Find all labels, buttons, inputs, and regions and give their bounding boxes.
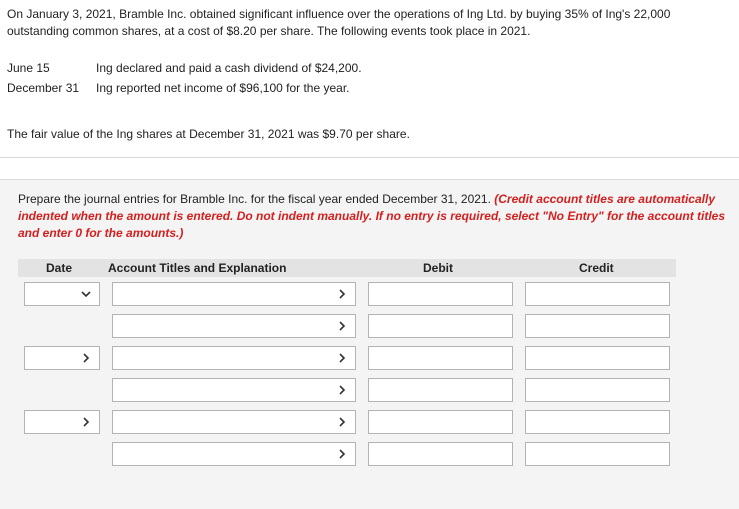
instructions-text: Prepare the journal entries for Bramble Inc. for the fiscal year ended December 31, 2021. [18,192,495,206]
chevron-right-icon [80,416,92,428]
account-select[interactable] [112,410,356,434]
account-select[interactable] [112,442,356,466]
debit-input[interactable] [368,282,513,306]
chevron-right-icon [80,352,92,364]
header-account: Account Titles and Explanation [108,261,287,275]
account-select[interactable] [112,378,356,402]
credit-input[interactable] [525,378,670,402]
debit-input[interactable] [368,410,513,434]
event-date: December 31 [7,81,80,95]
problem-intro: On January 3, 2021, Bramble Inc. obtained significant influence over the operations of Ing Ltd. by buying 35% of Ing's 22,000 outstanding common shares, at a cost of $8.20 per share. The following events took place in 2021. [7,7,671,38]
date-select[interactable] [24,410,100,434]
instructions [18,191,728,242]
date-select[interactable] [24,346,100,370]
debit-input[interactable] [368,378,513,402]
header-date: Date [46,261,73,275]
credit-input[interactable] [525,442,670,466]
divider [0,157,739,158]
chevron-right-icon [336,288,348,300]
credit-input[interactable] [525,346,670,370]
event-date: June 15 [7,61,50,75]
credit-input[interactable] [525,314,670,338]
chevron-right-icon [336,448,348,460]
credit-input[interactable] [525,282,670,306]
journal-table-header [18,259,676,277]
instructions-note: (Credit account titles are automatically indented when the amount is entered. Do not indent manually. If no entry is required, select "No Entry" for the account titles and enter 0 for the amounts.) [18,192,726,240]
date-select[interactable] [24,282,100,306]
debit-input[interactable] [368,442,513,466]
chevron-right-icon [336,416,348,428]
event-text: Ing declared and paid a cash dividend of $24,200. [96,61,362,75]
chevron-right-icon [336,320,348,332]
account-select[interactable] [112,346,356,370]
chevron-right-icon [336,352,348,364]
chevron-down-icon [80,288,92,300]
debit-input[interactable] [368,346,513,370]
fair-value-note: The fair value of the Ing shares at December 31, 2021 was $9.70 per share. [7,127,410,141]
credit-input[interactable] [525,410,670,434]
debit-input[interactable] [368,314,513,338]
account-select[interactable] [112,282,356,306]
account-select[interactable] [112,314,356,338]
event-text: Ing reported net income of $96,100 for the year. [96,81,350,95]
event-row [7,58,362,78]
header-debit: Debit [423,261,453,275]
events-list [7,58,362,98]
header-credit: Credit [579,261,614,275]
event-row [7,78,362,98]
chevron-right-icon [336,384,348,396]
